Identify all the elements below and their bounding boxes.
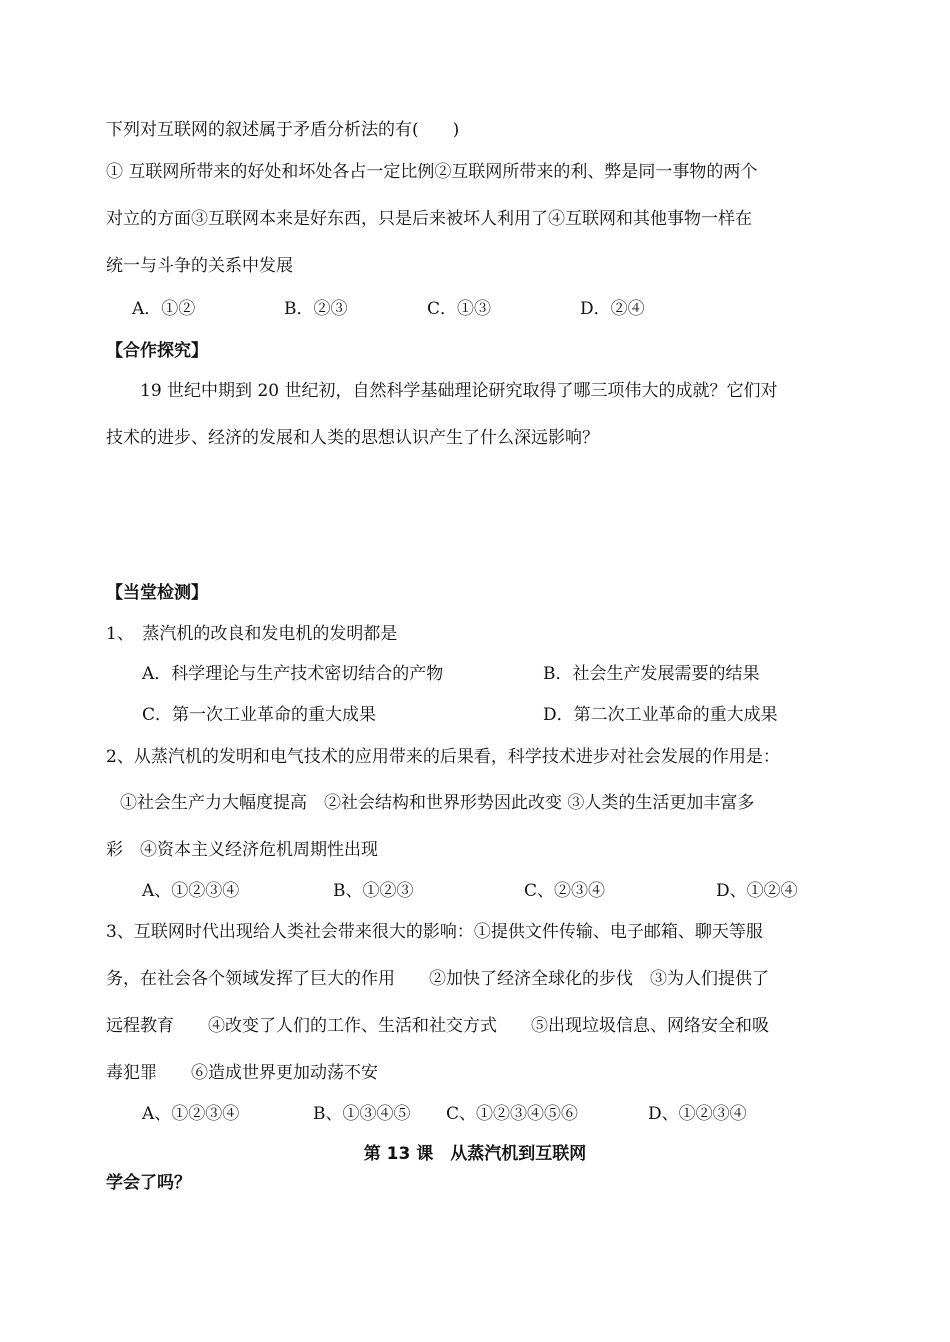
question-stem: 下列对互联网的叙述属于矛盾分析法的有( ) [106,120,460,140]
question-line: 3、互联网时代出现给人类社会带来很大的影响：①提供文件传输、电子邮箱、聊天等服 [106,922,763,942]
option-b: B、①②③ [333,881,414,901]
paragraph-line: 技术的进步、经济的发展和人类的思想认识产生了什么深远影响？ [106,428,599,448]
option-d: D、①②④ [716,881,798,901]
option-d: D、①②③④ [648,1104,747,1124]
question-line: 务，在社会各个领域发挥了巨大的作用 ②加快了经济全球化的步伐 ③为人们提供了 [106,969,769,989]
question-line: 远程教育 ④改变了人们的工作、生活和社交方式 ⑤出现垃圾信息、网络安全和吸 [106,1016,769,1036]
option-a: A、①②③④ [142,1104,240,1124]
answer-options [0,297,950,321]
option-c: C、①②③④⑤⑥ [446,1104,579,1124]
option-c: C．第一次工业革命的重大成果 [142,705,377,725]
lesson-subheading: 学会了吗？ [106,1173,191,1193]
lesson-title: 第 13 课 从蒸汽机到互联网 [363,1144,587,1164]
question-line: ① 互联网所带来的好处和坏处各占一定比例②互联网所带来的利、弊是同一事物的两个 [106,162,758,182]
option-a: A、①②③④ [142,881,240,901]
option-a: A．科学理论与生产技术密切结合的产物 [142,664,444,684]
option-a: A．①② [132,299,196,319]
question-line: 对立的方面③互联网本来是好东西，只是后来被坏人利用了④互联网和其他事物一样在 [106,209,752,229]
answer-options [0,879,950,903]
option-c: C．①③ [427,299,492,319]
question-line: 彩 ④资本主义经济危机周期性出现 [106,840,378,860]
option-b: B．②③ [284,299,348,319]
option-d: D．②④ [580,299,645,319]
option-d: D．第二次工业革命的重大成果 [543,705,778,725]
option-b: B．社会生产发展需要的结果 [543,664,760,684]
option-c: C、②③④ [524,881,606,901]
section-heading: 【合作探究】 [106,341,208,361]
paragraph-line: 19 世纪中期到 20 世纪初，自然科学基础理论研究取得了哪三项伟大的成就？它们对 [140,381,778,401]
question-stem: 2、从蒸汽机的发明和电气技术的应用带来的后果看，科学技术进步对社会发展的作用是： [106,747,780,767]
answer-options [0,1102,950,1126]
section-heading: 【当堂检测】 [106,583,208,603]
question-stem: 1、 蒸汽机的改良和发电机的发明都是 [106,624,398,644]
option-b: B、①③④⑤ [313,1104,411,1124]
question-line: 统一与斗争的关系中发展 [106,256,293,276]
question-line: ①社会生产力大幅度提高 ②社会结构和世界形势因此改变 ③人类的生活更加丰富多 [120,793,755,813]
question-line: 毒犯罪 ⑥造成世界更加动荡不安 [106,1063,378,1083]
